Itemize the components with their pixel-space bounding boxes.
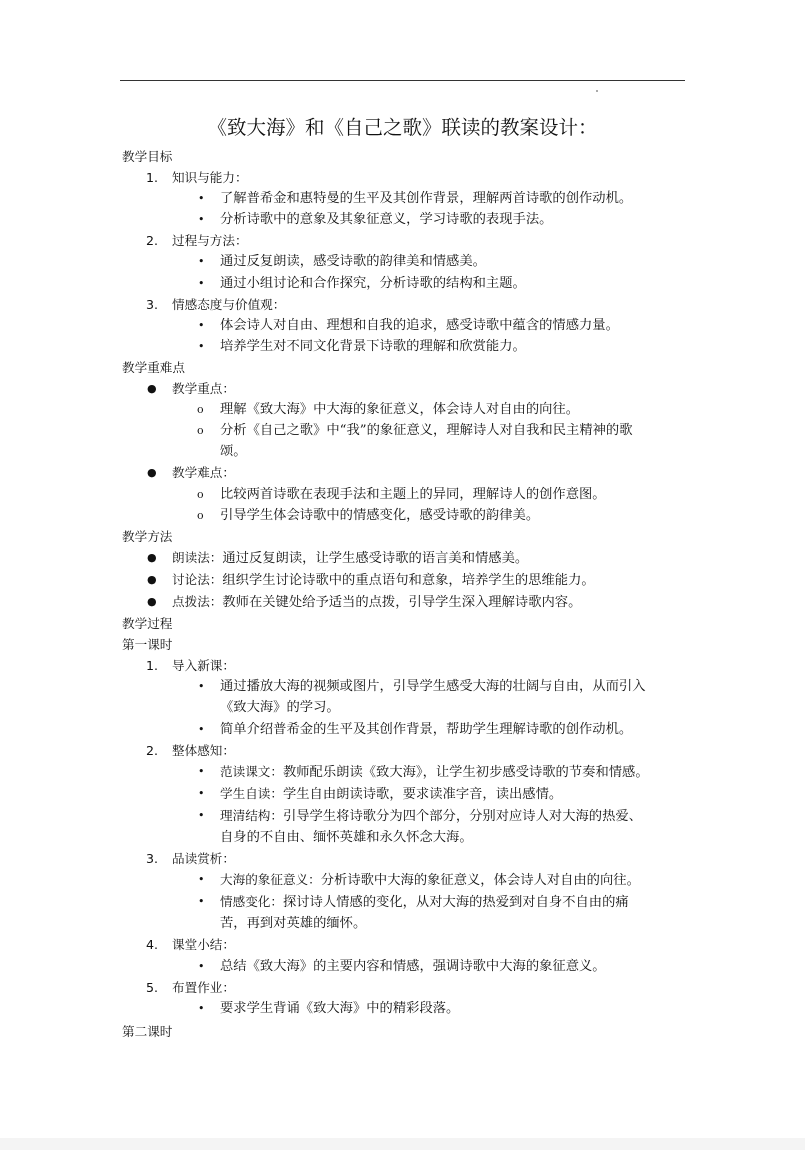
section-heading-methods: 教学方法 [122, 528, 173, 544]
process-step: 5. 布置作业： [146, 979, 235, 995]
keypoint-sub-item: o 理解《致大海》中大海的象征意义，体会诗人对自由的向往。 [197, 402, 580, 418]
objective-sub-item: • 了解普希金和惠特曼的生平及其创作背景，理解两首诗歌的创作动机。 [198, 191, 633, 207]
objective-sub-item: • 分析诗歌中的意象及其象征意义，学习诗歌的表现手法。 [198, 212, 553, 228]
document-body [122, 146, 692, 1042]
process-sub-item: • 理清结构：引导学生将诗歌分为四个部分，分别对应诗人对大海的热爱、 自身的不自由、缅怀英雄和永久怀念大海。 [198, 807, 642, 845]
section-heading-objectives: 教学目标 [122, 149, 173, 164]
process-step: 2. 整体感知： [146, 742, 235, 758]
process-sub-item: • 简单介绍普希金的生平及其创作背景，帮助学生理解诗歌的创作动机。 [198, 721, 633, 737]
header-rule [120, 80, 685, 81]
objective-sub-item: • 通过反复朗读，感受诗歌的韵律美和情感美。 [198, 254, 486, 270]
process-step: 1. 导入新课： [146, 658, 235, 674]
page-title: 《致大海》和《自己之歌》联读的教案设计： [207, 116, 598, 139]
process-sub-item: • 通过播放大海的视频或图片，引导学生感受大海的壮阔与自由，从而引入 《致大海》的学习。 [198, 679, 646, 716]
keypoint-item: ● 教学难点： [147, 465, 235, 481]
section-heading-keypoints: 教学重难点 [122, 359, 185, 375]
process-sub-item: • 大海的象征意义：分析诗歌中大海的象征意义，体会诗人对自由的向往。 [198, 872, 640, 889]
process-sub-item: • 总结《致大海》的主要内容和情感，强调诗歌中大海的象征意义。 [198, 958, 606, 974]
process-sub-item: • 情感变化：探讨诗人情感的变化，从对大海的热爱到对自身不自由的痛 苦，再到对英雄的缅怀。 [198, 894, 629, 932]
objective-item: 2. 过程与方法： [146, 233, 248, 249]
process-sub-item: • 要求学生背诵《致大海》中的精彩段落。 [198, 1000, 460, 1016]
objective-sub-item: • 通过小组讨论和合作探究，分析诗歌的结构和主题。 [198, 275, 526, 291]
method-item: ● 讨论法：组织学生讨论诗歌中的重点语句和意象，培养学生的思维能力。 [147, 571, 595, 588]
objective-item: 3. 情感态度与价值观： [146, 296, 286, 312]
keypoint-sub-item: o 比较两首诗歌在表现手法和主题上的异同，理解诗人的创作意图。 [197, 486, 606, 502]
objective-item: 1. 知识与能力： [146, 170, 248, 186]
lesson-heading-second: 第二课时 [122, 1023, 173, 1039]
keypoint-sub-item: o 引导学生体会诗歌中的情感变化，感受诗歌的韵律美。 [197, 507, 540, 523]
page-speck [596, 90, 598, 92]
section-heading-process: 教学过程 [122, 616, 173, 632]
method-item: ● 朗读法：通过反复朗读，让学生感受诗歌的语言美和情感美。 [147, 549, 529, 566]
process-step: 3. 品读赏析： [146, 851, 235, 867]
objective-sub-item: • 培养学生对不同文化背景下诗歌的理解和欣赏能力。 [198, 338, 526, 354]
lesson-heading-first: 第一课时 [122, 637, 173, 653]
process-sub-item: • 范读课文：教师配乐朗读《致大海》，让学生初步感受诗歌的节奏和情感。 [198, 763, 649, 780]
keypoint-sub-item: o 分析《自己之歌》中“我”的象征意义，理解诗人对自我和民主精神的歌 颂。 [197, 423, 633, 460]
objective-sub-item: • 体会诗人对自由、理想和自我的追求，感受诗歌中蕴含的情感力量。 [198, 317, 619, 333]
process-step: 4. 课堂小结： [146, 937, 235, 953]
process-sub-item: • 学生自读：学生自由朗读诗歌，要求读准字音，读出感情。 [198, 785, 563, 802]
keypoint-item: ● 教学重点： [147, 381, 235, 397]
method-item: ● 点拨法：教师在关键处给予适当的点拨，引导学生深入理解诗歌内容。 [147, 593, 582, 610]
